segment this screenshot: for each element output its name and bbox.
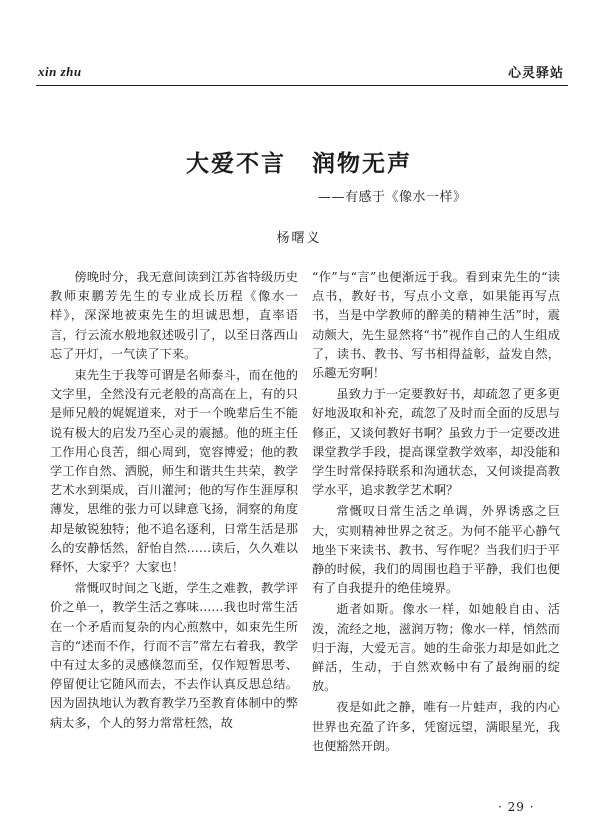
paragraph: 常慨叹时间之飞逝，学生之难教，教学评价之单一，教学生活之寡味……我也时常生活在一个矛盾而复杂的内心煎熬中，如束先生所言的“述而不作，行而不言”常左右着我，教学中有过太多的灵感倏忽而至，仅作短暂思考、停留便让它随风而去，不去作认真反思总结。因为固执地认为教育教学乃至教育体制中的弊病太多，个人的努力常常枉然，故 xyxy=(50,581,298,730)
paragraph-continued: “作”与“言”也便渐远于我。看到束先生的“读点书，教好书，写点小文章，如果能再写点书，当是中学教师的醉美的精神生活”时，震动颇大，先生显然将“书”视作自己的人生组成了，读书、教书、写书相得益彰，益发自然，乐趣无穷啊！ xyxy=(312,270,560,381)
left-column xyxy=(50,268,298,735)
article-title xyxy=(0,145,598,178)
title-part-2: 润物无声 xyxy=(312,151,412,177)
paragraph: 束先生于我等可谓是名师泰斗，而在他的文字里，全然没有元老般的高高在上，有的只是师兄般的娓娓道来，对于一个晚辈后生不能说有极大的启发乃至心灵的震撼。他的班主任工作用心良苦，细心周到，宽容博爱；他的教学工作自然、洒脱，师生和谐共生共荣，教学艺术水到渠成，百川灌河；他的写作生涯厚积薄发，思维的张力可以肆意飞扬，洞察的角度却是敏锐独特；他不追名逐利，日常生活是那么的安静恬然，舒怡自然……读后，久久难以释怀，大家乎？大家也！ xyxy=(50,368,298,575)
paragraph: 虽致力于一定要教好书，却疏忽了更多更好地汲取和补充，疏忽了及时而全面的反思与修正，又谈何教好书啊？虽致力于一定要改进课堂教学手段，提高课堂教学效率，却没能和学生时常保持联系和沟通状态，又何谈提高教学水平，追求教学艺术啊？ xyxy=(312,387,560,498)
paragraph: 常慨叹日常生活之单调，外界诱惑之巨大，实则精神世界之贫乏。为何不能平心静气地坐下来读书、教书、写作呢？当我们归于平静的时候，我们的周围也趋于平静，我们也便有了自我提升的绝佳境界。 xyxy=(312,504,560,596)
header-rule xyxy=(36,85,568,86)
article-body xyxy=(50,268,560,753)
article-subtitle: ——有感于《像水一样》 xyxy=(318,190,467,205)
title-part-1: 大爱不言 xyxy=(186,151,286,177)
header-section-name: 心灵驿站 xyxy=(507,66,564,81)
right-column xyxy=(312,268,560,758)
article-author: 杨曙义 xyxy=(276,231,322,246)
paragraph: 傍晚时分，我无意间读到江苏省特级历史教师束鹏芳先生的专业成长历程《像水一样》，深深地被束先生的坦诚思想，直率语言，行云流水般地叙述吸引了，以至日落西山忘了开灯，一气读了下来。 xyxy=(50,270,298,361)
paragraph: 夜是如此之静，唯有一片蛙声，我的内心世界也充盈了许多，凭窗远望，满眼星光，我也便豁然开朗。 xyxy=(312,700,560,753)
page-number: · 29 · xyxy=(498,800,535,814)
paragraph: 逝者如斯。像水一样，如她般自由、活泼，流经之地，滋润万物；像水一样，悄然而归于海，大爱无言。她的生命张力却是如此之鲜活，生动，于自然欢畅中有了最绚丽的绽放。 xyxy=(312,602,560,694)
header-pinyin: xin zhu xyxy=(38,64,82,79)
running-header xyxy=(36,56,568,86)
